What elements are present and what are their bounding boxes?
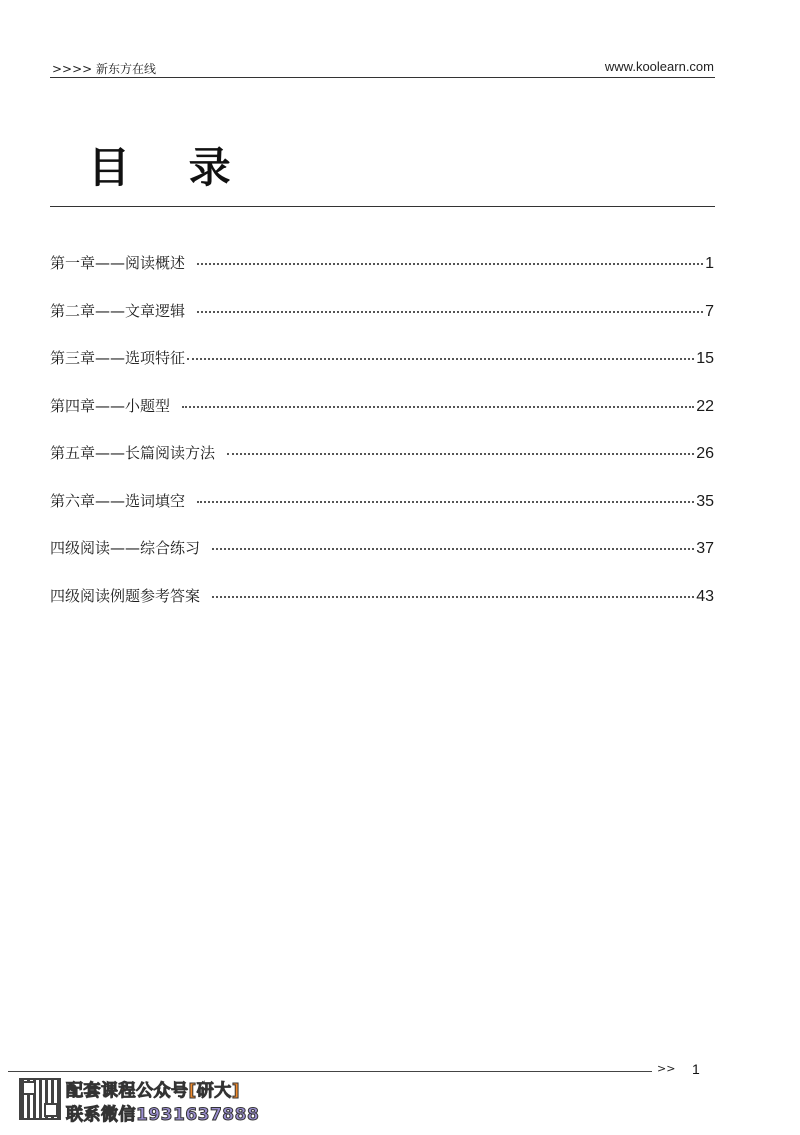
table-of-contents <box>50 252 714 632</box>
footer-divider <box>8 1071 652 1072</box>
toc-leader-dots <box>182 405 694 408</box>
toc-entry <box>50 490 714 538</box>
toc-entry-title: 四级阅读例题参考答案 <box>50 586 201 605</box>
header-divider <box>50 77 715 78</box>
toc-entry-page: 1 <box>705 255 714 272</box>
page-header-left: >>>> 新东方在线 <box>52 62 157 76</box>
toc-entry-title: 第五章——长篇阅读方法 <box>50 444 216 462</box>
watermark-line-2: 联系微信1931637888 <box>66 1105 260 1125</box>
watermark-line-1: 配套课程公众号[研大] <box>66 1081 241 1101</box>
toc-entry-page: 37 <box>696 540 714 557</box>
toc-entry-title: 第四章——小题型 <box>50 396 171 415</box>
toc-leader-dots <box>197 310 703 313</box>
toc-entry-title: 四级阅读——综合练习 <box>50 539 201 557</box>
toc-entry-page: 26 <box>696 445 714 462</box>
toc-entry-title: 第三章——选项特征 <box>50 349 186 367</box>
toc-entry-page: 35 <box>696 492 714 510</box>
toc-entry-page: 7 <box>705 302 714 320</box>
toc-entry-title: 第二章——文章逻辑 <box>50 301 186 320</box>
qr-code-icon <box>19 1078 61 1120</box>
toc-entry-title: 第六章——选词填空 <box>50 491 186 510</box>
toc-entry-page: 15 <box>696 350 714 367</box>
toc-leader-dots <box>197 500 694 503</box>
toc-leader-dots <box>212 547 694 550</box>
toc-entry <box>50 252 714 300</box>
toc-entry-page: 22 <box>696 397 714 415</box>
title-divider <box>50 206 715 207</box>
toc-entry <box>50 442 714 490</box>
toc-entry <box>50 537 714 585</box>
toc-entry <box>50 585 714 633</box>
page-header-url: www.koolearn.com <box>604 59 714 74</box>
toc-entry <box>50 347 714 395</box>
page-title: 目 录 <box>88 143 253 192</box>
toc-entry <box>50 300 714 348</box>
footer-page-number: 1 <box>692 1061 700 1077</box>
toc-leader-dots <box>197 262 703 265</box>
footer-arrows: >> <box>657 1062 676 1075</box>
toc-entry-title: 第一章——阅读概述 <box>50 254 186 272</box>
toc-entry-page: 43 <box>696 587 714 605</box>
toc-leader-dots <box>212 595 694 598</box>
toc-entry <box>50 395 714 443</box>
toc-leader-dots <box>227 452 694 455</box>
toc-leader-dots <box>187 357 694 360</box>
